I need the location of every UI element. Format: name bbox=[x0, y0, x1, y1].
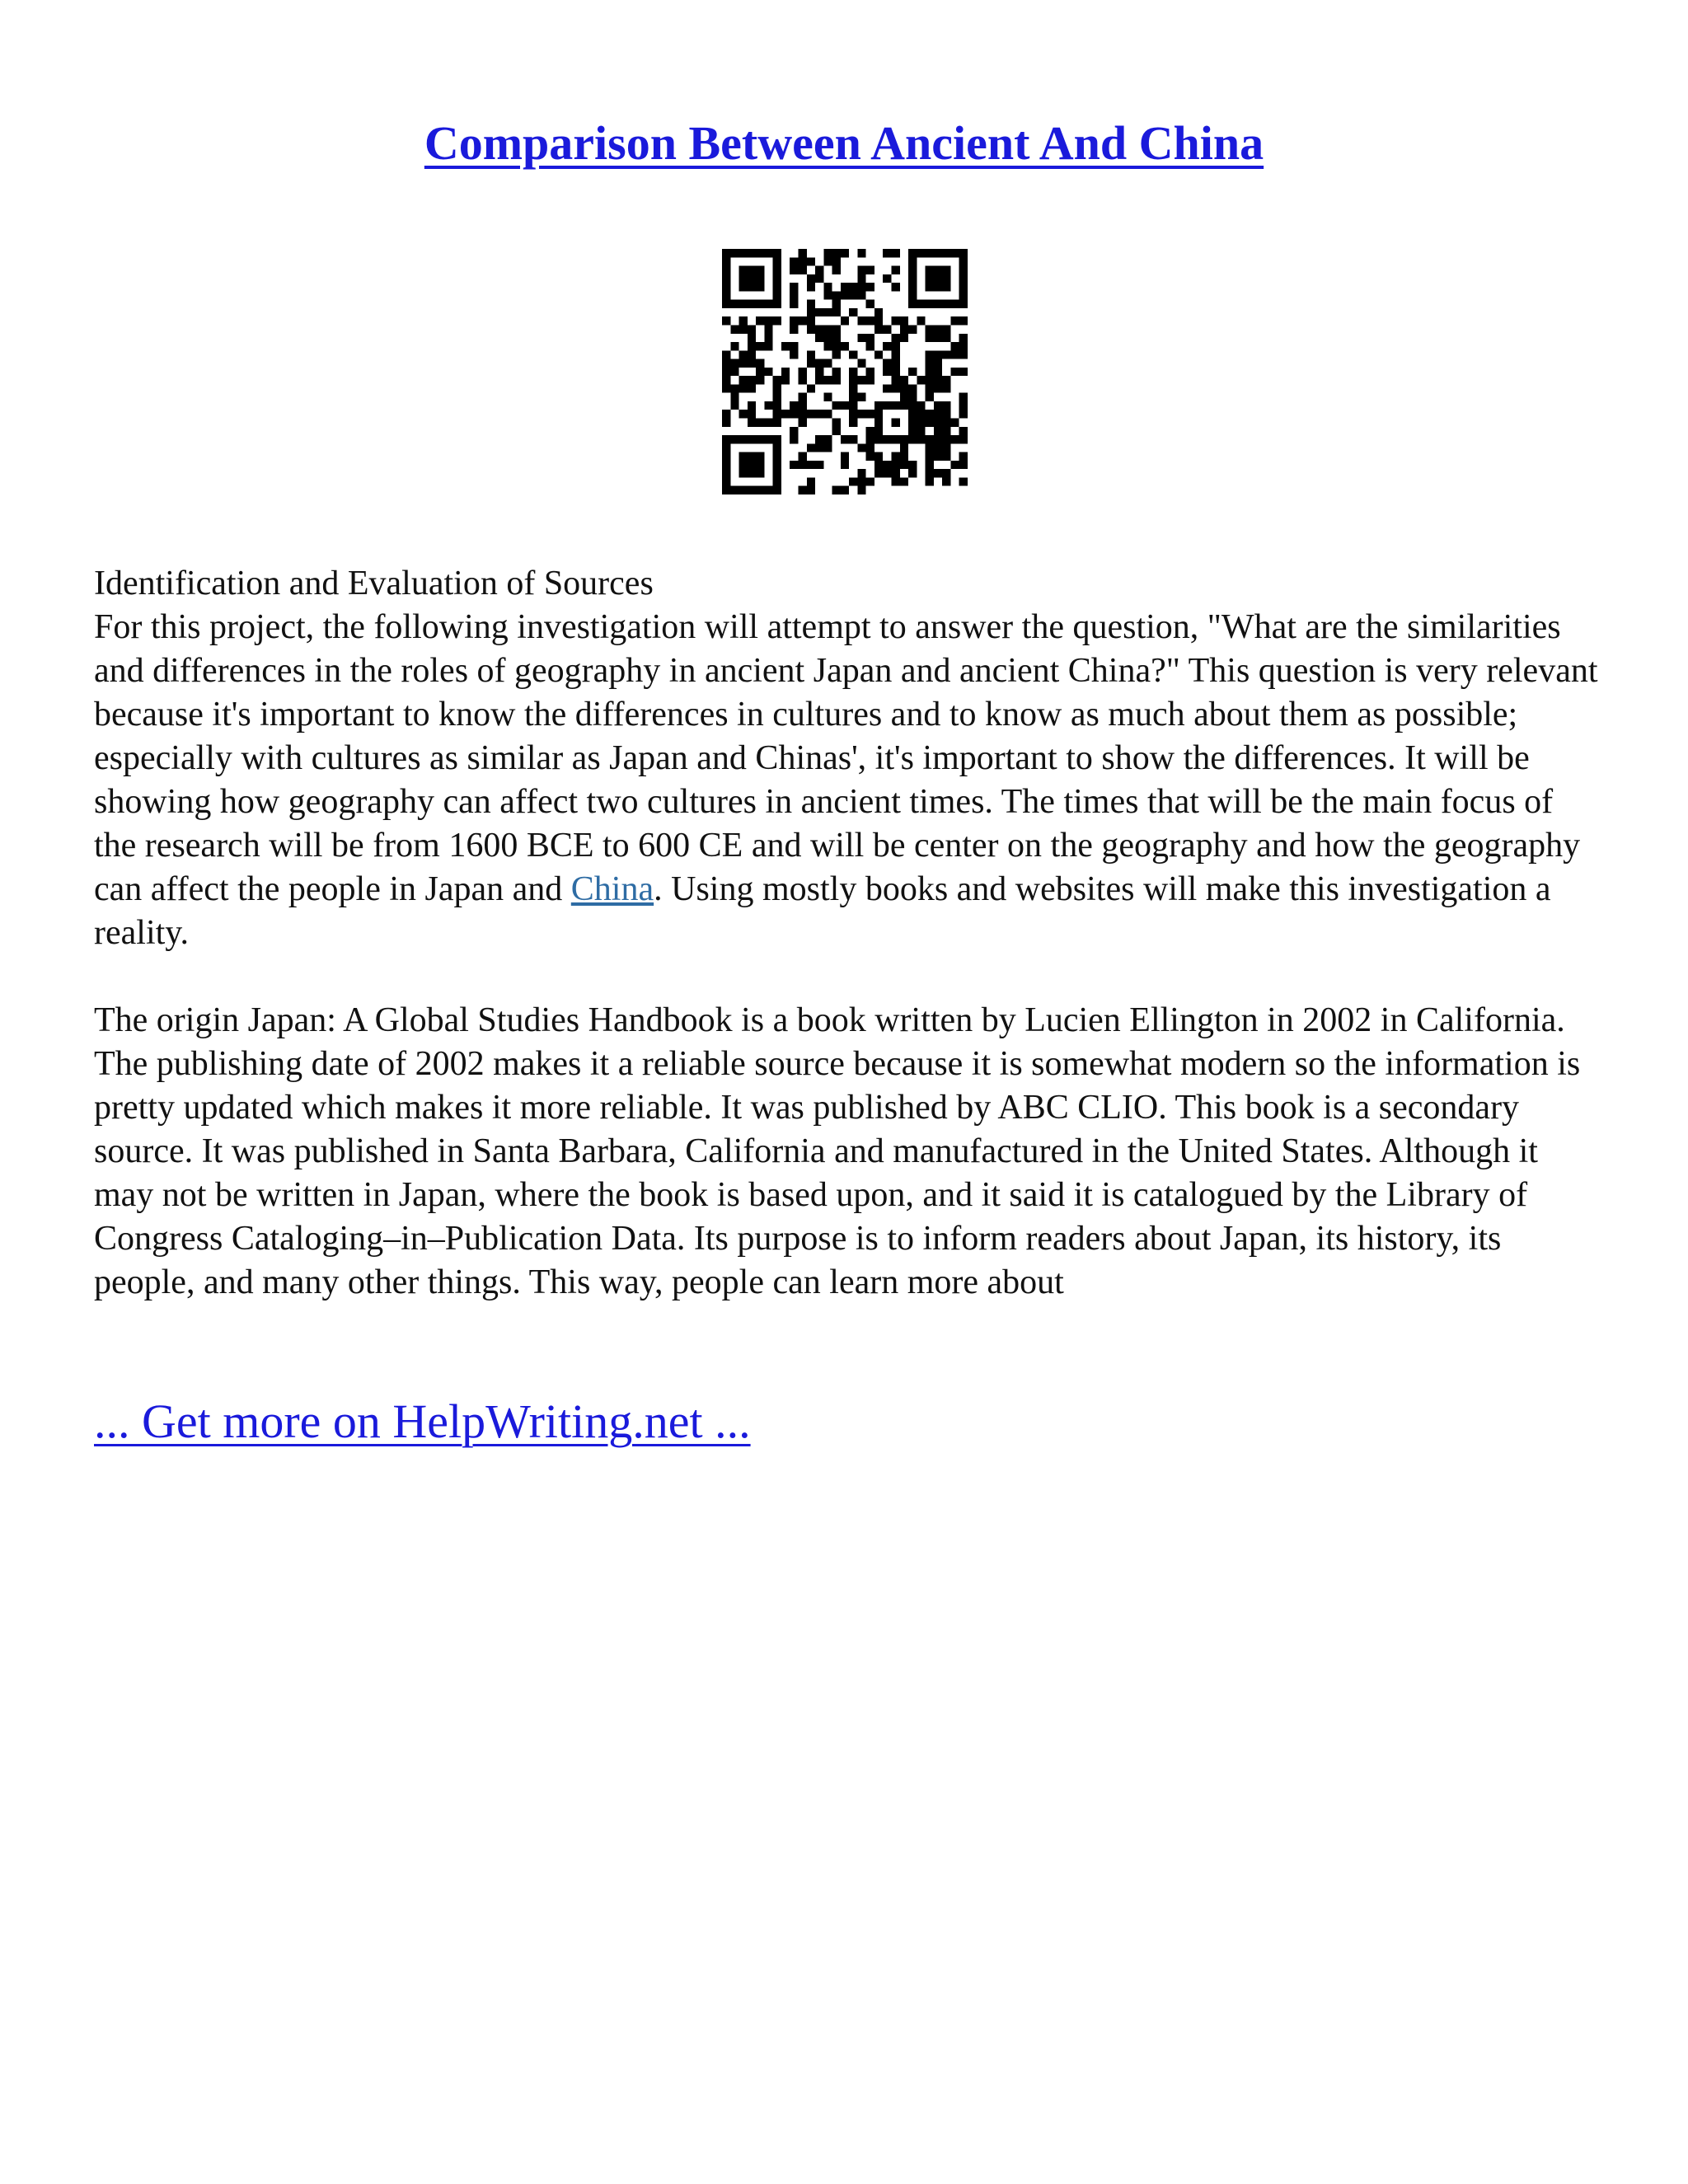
section-heading: Identification and Evaluation of Sources bbox=[94, 565, 654, 602]
china-link[interactable]: China bbox=[570, 870, 654, 908]
paragraph-2: The origin Japan: A Global Studies Handbook is a book written by Lucien Ellington in 2002 in California. The publishing date of 2002 makes it a reliable source because it is somewhat modern so the information is pretty updated which makes it more reliable. It was published by ABC CLIO. This book is a secondary source. It was published in Santa Barbara, California and manufactured in the United States. Although it may not be written in Japan, where the book is based upon, and it said it is catalogued by the Library of Congress Cataloging–in–Publication Data. Its purpose is to inform readers about Japan, its history, its people, and many other things. This way, people can learn more about bbox=[94, 1001, 1581, 1301]
paragraph-1-text-end: . Using mostly books and websites will make this investigation a reality. bbox=[94, 870, 1551, 952]
get-more-link[interactable]: ... Get more on HelpWriting.net ... bbox=[94, 1394, 751, 1448]
document-body bbox=[94, 562, 1602, 1305]
paragraph-1 bbox=[94, 606, 1602, 955]
title-link[interactable]: Comparison Between Ancient And China bbox=[424, 116, 1264, 170]
page-title bbox=[0, 114, 1688, 173]
paragraph-1-text-start: For this project, the following investigation will attempt to answer the question, "What are the similarities and differences in the roles of geography in ancient Japan and ancient China?" This question is very relevant because it's important to know the differences in cultures and to know as much about them as possible; especially with cultures as similar as Japan and Chinas', it's important to show the differences. It will be showing how geography can affect two cultures in ancient times. The times that will be the main focus of the research will be from 1600 BCE to 600 CE and will be center on the geography and how the geography can affect the people in Japan and bbox=[94, 608, 1598, 908]
qr-code-icon bbox=[722, 249, 968, 494]
